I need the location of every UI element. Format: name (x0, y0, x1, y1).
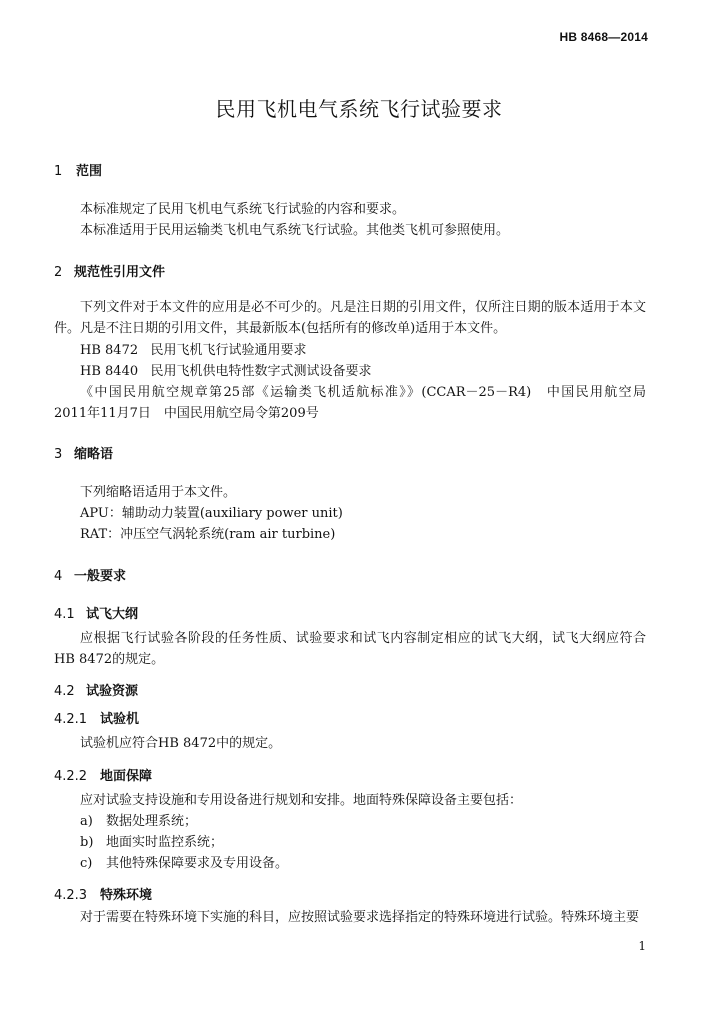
section-3-intro: 下列缩略语适用于本文件。 (80, 485, 237, 500)
reference-ccar: 《中国民用航空规章第25部《运输类飞机适航标准》》(CCAR－25－R4) 中国民用航空局 2011年11月7日 中国民用航空局令第209号 (54, 385, 660, 421)
section-4-2-heading (54, 680, 138, 699)
list-text: 数据处理系统； (106, 814, 198, 829)
section-4-2-1-title: 试验机 (100, 712, 140, 727)
section-4-2-2-heading (54, 765, 152, 784)
list-marker: b) (80, 835, 94, 850)
section-1-number: 1 (54, 164, 63, 179)
section-2-title: 规范性引用文件 (74, 265, 166, 280)
section-4-number: 4 (54, 569, 63, 584)
section-4-2-3-heading (54, 884, 152, 903)
list-marker: c) (80, 856, 93, 871)
section-4-2-title: 试验资源 (86, 684, 139, 699)
reference-code: HB 8440 (80, 364, 139, 379)
section-1-heading (54, 160, 102, 179)
section-2-intro: 下列文件对于本文件的应用是必不可少的。凡是注日期的引用文件，仅所注日期的版本适用于本文件。凡是不注日期的引用文件，其最新版本(包括所有的修改单)适用于本文件。 (54, 300, 646, 336)
section-1-para-2: 本标准适用于民用运输类飞机电气系统飞行试验。其他类飞机可参照使用。 (80, 223, 510, 238)
section-3-title: 缩略语 (74, 447, 114, 462)
list-marker: a) (80, 814, 93, 829)
list-item (80, 811, 197, 832)
section-4-1-title: 试飞大纲 (86, 607, 139, 622)
list-item (80, 832, 223, 853)
section-4-2-1-number: 4.2.1 (54, 712, 88, 727)
section-4-1-heading (54, 603, 138, 622)
section-4-title: 一般要求 (74, 569, 127, 584)
section-1-title: 范围 (76, 164, 103, 179)
section-4-2-2-text: 应对试验支持设施和专用设备进行规划和安排。地面特殊保障设备主要包括： (80, 793, 523, 808)
section-4-2-1-text: 试验机应符合HB 8472中的规定。 (80, 736, 282, 751)
standard-number: HB 8468—2014 (559, 30, 648, 44)
section-4-2-2-number: 4.2.2 (54, 769, 88, 784)
section-1-para-1: 本标准规定了民用飞机电气系统飞行试验的内容和要求。 (80, 202, 406, 217)
section-4-2-3-title: 特殊环境 (100, 888, 153, 903)
document-title: 民用飞机电气系统飞行试验要求 (215, 97, 503, 121)
reference-title: 民用飞机飞行试验通用要求 (150, 343, 307, 358)
section-4-2-number: 4.2 (54, 684, 75, 699)
section-2-number: 2 (54, 265, 63, 280)
list-text: 地面实时监控系统； (106, 835, 224, 850)
section-4-2-3-number: 4.2.3 (54, 888, 88, 903)
section-4-2-1-heading (54, 708, 139, 727)
list-text: 其他特殊保障要求及专用设备。 (106, 856, 289, 871)
section-4-2-2-title: 地面保障 (100, 769, 153, 784)
section-4-2-3-text: 对于需要在特殊环境下实施的科目，应按照试验要求选择指定的特殊环境进行试验。特殊环境主要 (80, 910, 640, 925)
section-3-heading (54, 443, 113, 462)
section-3-number: 3 (54, 447, 63, 462)
reference-hb8440 (80, 361, 372, 382)
list-item (80, 853, 288, 874)
abbreviation-apu: APU：辅助动力装置(auxiliary power unit) (80, 506, 343, 521)
reference-code: HB 8472 (80, 343, 139, 358)
page-number: 1 (638, 939, 646, 953)
section-2-heading (54, 261, 165, 280)
section-4-heading (54, 565, 126, 584)
reference-hb8472 (80, 340, 307, 361)
reference-title: 民用飞机供电特性数字式测试设备要求 (150, 364, 372, 379)
section-4-1-text: 应根据飞行试验各阶段的任务性质、试验要求和试飞内容制定相应的试飞大纲，试飞大纲应符合HB 8472的规定。 (54, 631, 646, 667)
abbreviation-rat: RAT：冲压空气涡轮系统(ram air turbine) (80, 527, 336, 542)
section-4-1-number: 4.1 (54, 607, 75, 622)
